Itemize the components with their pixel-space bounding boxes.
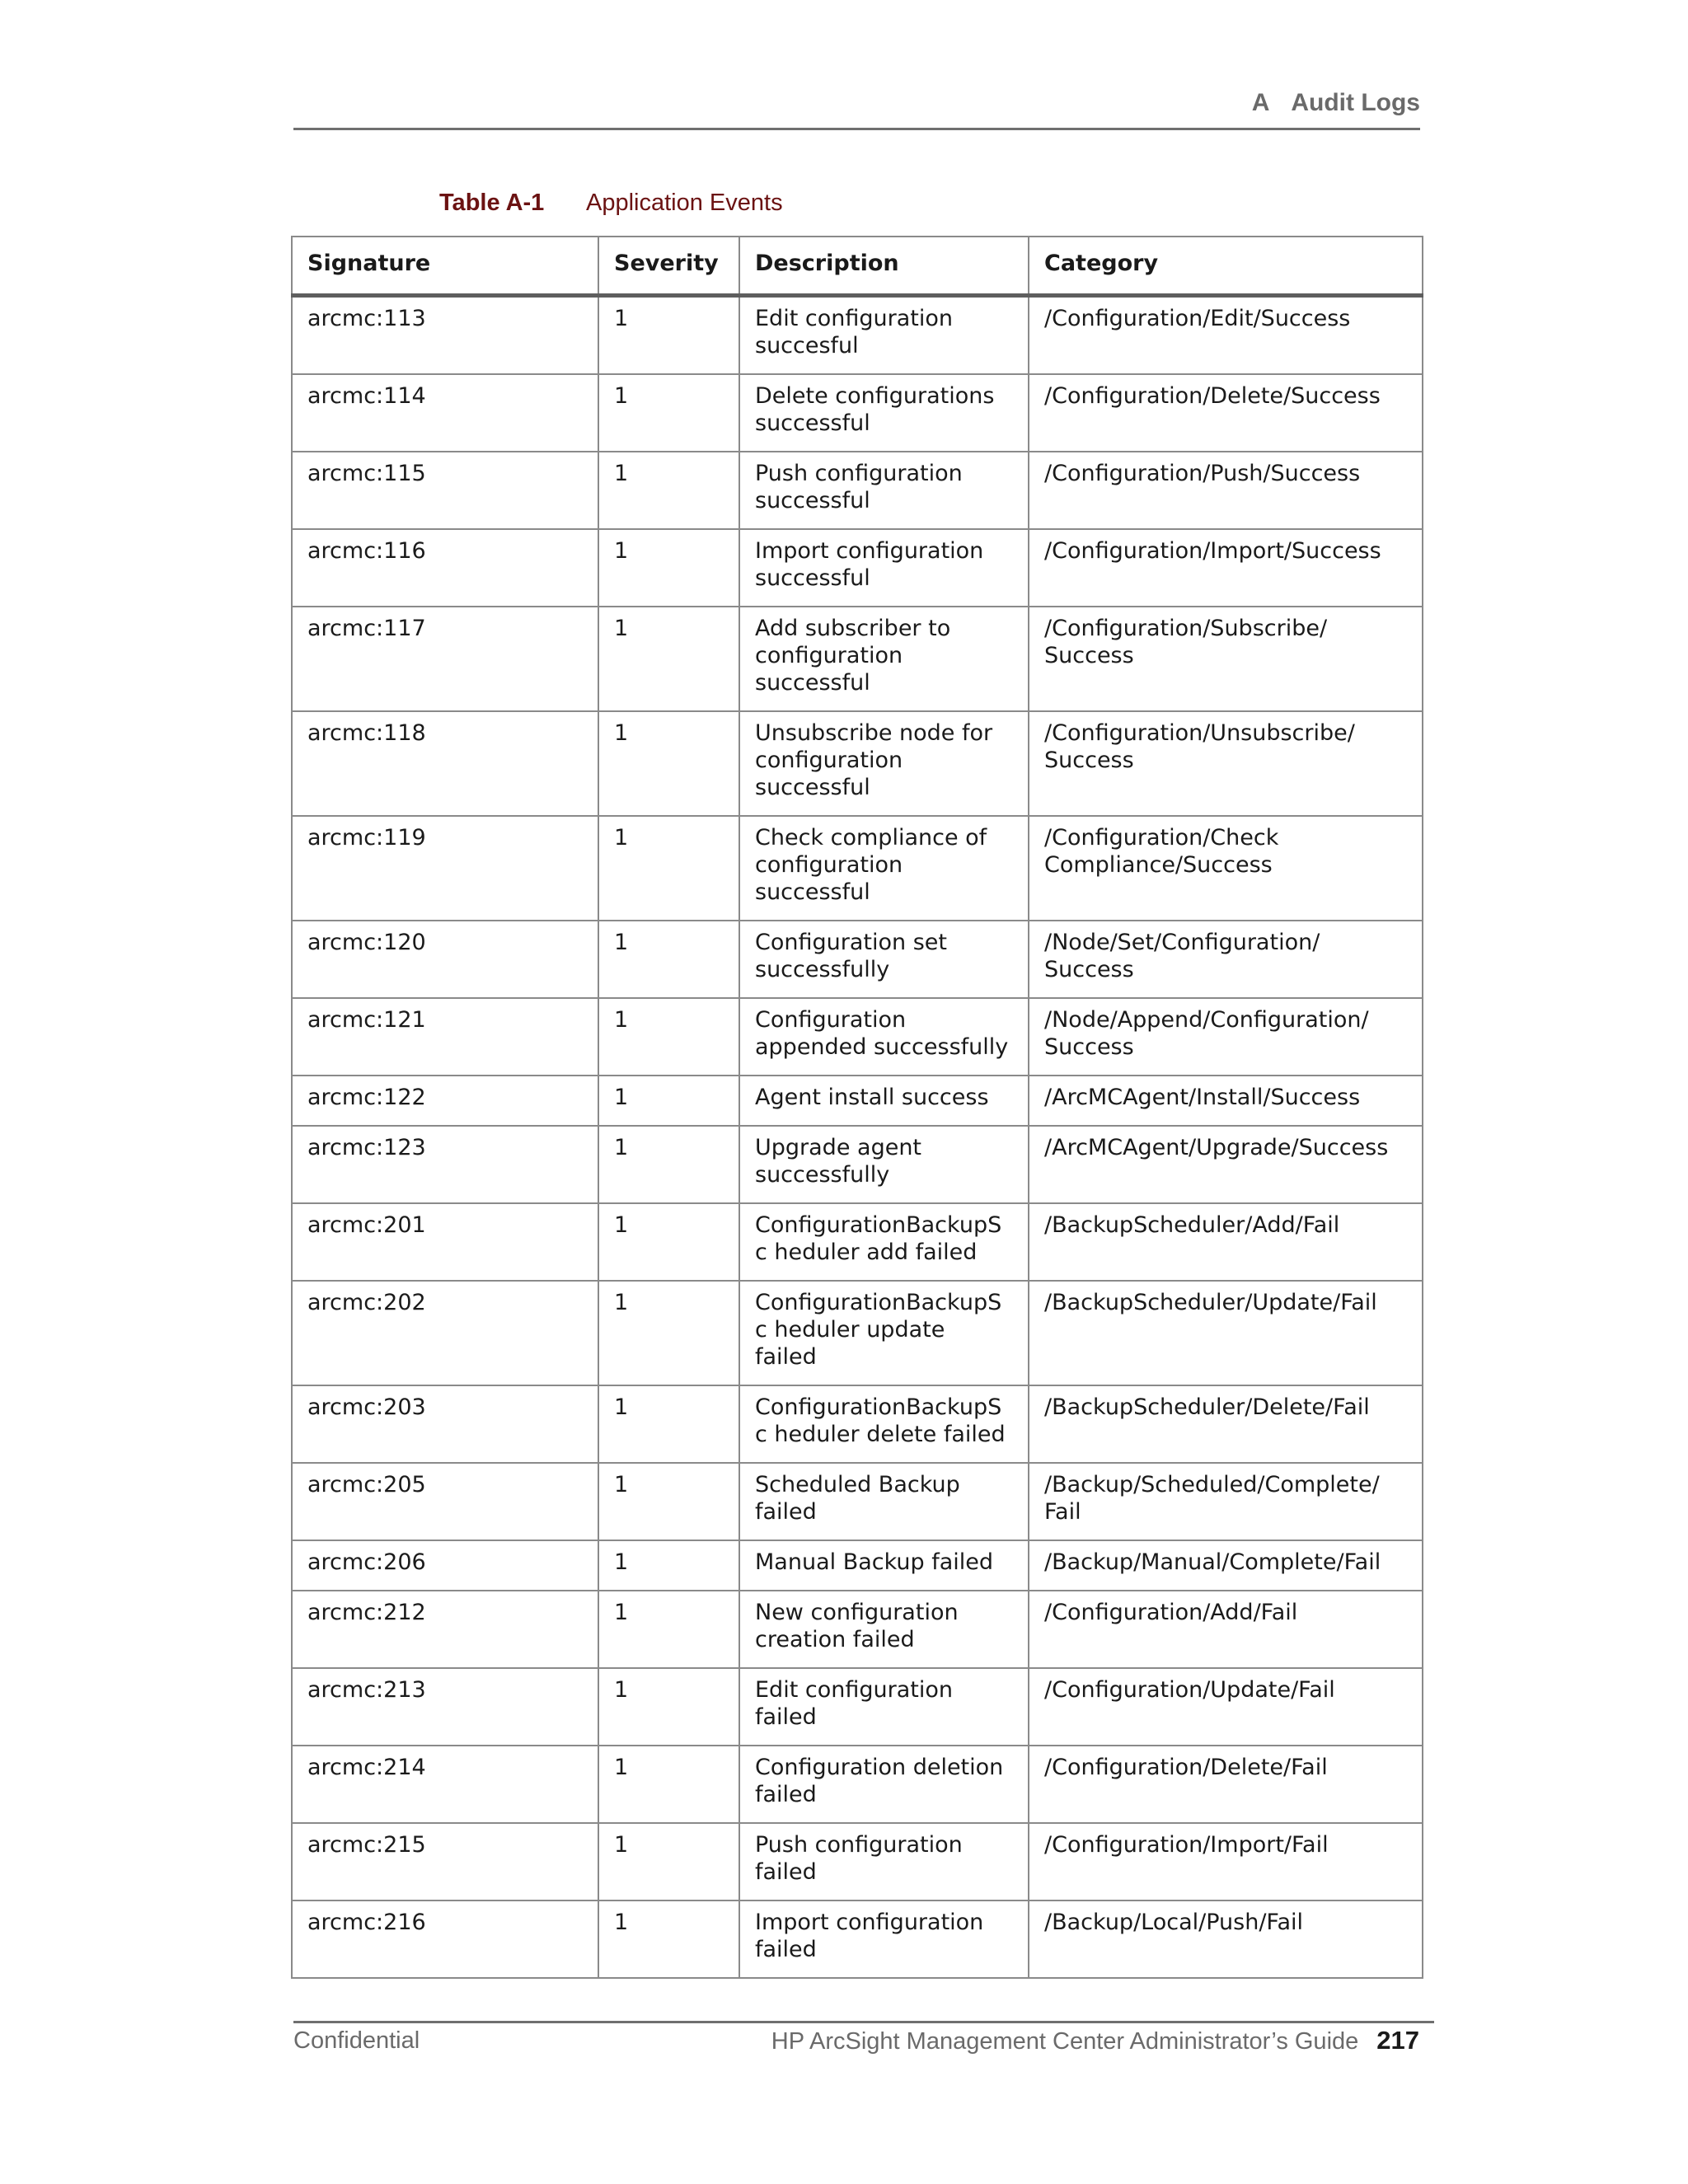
footer-divider [293,2021,1434,2023]
description-cell: Agent install success [739,1076,1029,1126]
severity-cell: 1 [598,1591,739,1668]
table-row [292,816,1423,921]
footer-confidential: Confidential [293,2027,420,2054]
table-row [292,1126,1423,1203]
description-cell: ConfigurationBackupSc heduler add failed [739,1203,1029,1281]
category-cell: /ArcMCAgent/Upgrade/Success [1029,1126,1423,1203]
signature-cell: arcmc:121 [292,998,598,1076]
signature-cell: arcmc:117 [292,607,598,711]
table-row [292,1746,1423,1823]
column-header-description: Description [739,237,1029,296]
table-row [292,921,1423,998]
description-cell: Manual Backup failed [739,1540,1029,1591]
description-cell: ConfigurationBackupSc heduler update failed [739,1281,1029,1385]
severity-cell: 1 [598,452,739,529]
table-row [292,529,1423,607]
table-row [292,607,1423,711]
signature-cell: arcmc:122 [292,1076,598,1126]
category-cell: /Configuration/Edit/Success [1029,296,1423,375]
severity-cell: 1 [598,1203,739,1281]
category-cell: /Node/Append/Configuration/ Success [1029,998,1423,1076]
description-cell: Configuration appended successfully [739,998,1029,1076]
table-row [292,1463,1423,1540]
running-header [293,89,1420,117]
table-row [292,1900,1423,1978]
severity-cell: 1 [598,529,739,607]
category-cell: /Configuration/Unsubscribe/ Success [1029,711,1423,816]
table-row [292,1823,1423,1900]
severity-cell: 1 [598,1668,739,1746]
severity-cell: 1 [598,1746,739,1823]
severity-cell: 1 [598,1126,739,1203]
signature-cell: arcmc:118 [292,711,598,816]
category-cell: /Node/Set/Configuration/ Success [1029,921,1423,998]
column-header-category: Category [1029,237,1423,296]
description-cell: New configuration creation failed [739,1591,1029,1668]
table-caption [439,190,783,217]
description-cell: Import configuration failed [739,1900,1029,1978]
category-cell: /Backup/Scheduled/Complete/ Fail [1029,1463,1423,1540]
description-cell: Unsubscribe node for configuration successful [739,711,1029,816]
severity-cell: 1 [598,1463,739,1540]
table-number: Table A-1 [439,190,545,216]
signature-cell: arcmc:212 [292,1591,598,1668]
category-cell: /Configuration/Delete/Fail [1029,1746,1423,1823]
severity-cell: 1 [598,1540,739,1591]
chapter-title: Audit Logs [1291,89,1420,116]
severity-cell: 1 [598,1900,739,1978]
description-cell: Configuration set successfully [739,921,1029,998]
category-cell: /Configuration/Import/Fail [1029,1823,1423,1900]
description-cell: Import configuration successful [739,529,1029,607]
signature-cell: arcmc:214 [292,1746,598,1823]
description-cell: Upgrade agent successfully [739,1126,1029,1203]
category-cell: /Configuration/Add/Fail [1029,1591,1423,1668]
severity-cell: 1 [598,1823,739,1900]
signature-cell: arcmc:123 [292,1126,598,1203]
table-body [292,296,1423,1979]
signature-cell: arcmc:116 [292,529,598,607]
chapter-letter: A [1251,89,1270,116]
description-cell: Push configuration failed [739,1823,1029,1900]
description-cell: Edit configuration failed [739,1668,1029,1746]
severity-cell: 1 [598,921,739,998]
table-title: Application Events [586,190,783,216]
severity-cell: 1 [598,374,739,452]
signature-cell: arcmc:205 [292,1463,598,1540]
category-cell: /BackupScheduler/Add/Fail [1029,1203,1423,1281]
signature-cell: arcmc:114 [292,374,598,452]
category-cell: /Backup/Local/Push/Fail [1029,1900,1423,1978]
severity-cell: 1 [598,711,739,816]
guide-title: HP ArcSight Management Center Administrator’s Guide [771,2028,1359,2055]
signature-cell: arcmc:206 [292,1540,598,1591]
table-row [292,452,1423,529]
table-row [292,1591,1423,1668]
severity-cell: 1 [598,1385,739,1463]
description-cell: Delete configurations successful [739,374,1029,452]
category-cell: /Configuration/Check Compliance/Success [1029,816,1423,921]
category-cell: /BackupScheduler/Update/Fail [1029,1281,1423,1385]
severity-cell: 1 [598,1281,739,1385]
signature-cell: arcmc:213 [292,1668,598,1746]
category-cell: /Configuration/Import/Success [1029,529,1423,607]
footer-guide [771,2026,1419,2055]
severity-cell: 1 [598,296,739,375]
signature-cell: arcmc:120 [292,921,598,998]
page-number: 217 [1376,2026,1419,2055]
application-events-table [291,236,1423,1979]
category-cell: /BackupScheduler/Delete/Fail [1029,1385,1423,1463]
severity-cell: 1 [598,998,739,1076]
signature-cell: arcmc:215 [292,1823,598,1900]
table-row [292,374,1423,452]
description-cell: ConfigurationBackupSc heduler delete failed [739,1385,1029,1463]
category-cell: /ArcMCAgent/Install/Success [1029,1076,1423,1126]
description-cell: Check compliance of configuration successful [739,816,1029,921]
description-cell: Edit configuration succesful [739,296,1029,375]
description-cell: Add subscriber to configuration successful [739,607,1029,711]
signature-cell: arcmc:216 [292,1900,598,1978]
table-row [292,711,1423,816]
table-header-row [292,237,1423,296]
description-cell: Configuration deletion failed [739,1746,1029,1823]
table-row [292,296,1423,375]
signature-cell: arcmc:115 [292,452,598,529]
category-cell: /Configuration/Push/Success [1029,452,1423,529]
table-row [292,1281,1423,1385]
description-cell: Scheduled Backup failed [739,1463,1029,1540]
severity-cell: 1 [598,607,739,711]
severity-cell: 1 [598,1076,739,1126]
category-cell: /Configuration/Delete/Success [1029,374,1423,452]
table-row [292,1668,1423,1746]
table-row [292,1385,1423,1463]
signature-cell: arcmc:201 [292,1203,598,1281]
table-row [292,1076,1423,1126]
column-header-signature: Signature [292,237,598,296]
table-row [292,1540,1423,1591]
signature-cell: arcmc:202 [292,1281,598,1385]
header-divider [293,128,1420,130]
description-cell: Push configuration successful [739,452,1029,529]
table-row [292,998,1423,1076]
category-cell: /Configuration/Subscribe/ Success [1029,607,1423,711]
column-header-severity: Severity [598,237,739,296]
category-cell: /Configuration/Update/Fail [1029,1668,1423,1746]
signature-cell: arcmc:203 [292,1385,598,1463]
signature-cell: arcmc:113 [292,296,598,375]
severity-cell: 1 [598,816,739,921]
signature-cell: arcmc:119 [292,816,598,921]
category-cell: /Backup/Manual/Complete/Fail [1029,1540,1423,1591]
table-row [292,1203,1423,1281]
